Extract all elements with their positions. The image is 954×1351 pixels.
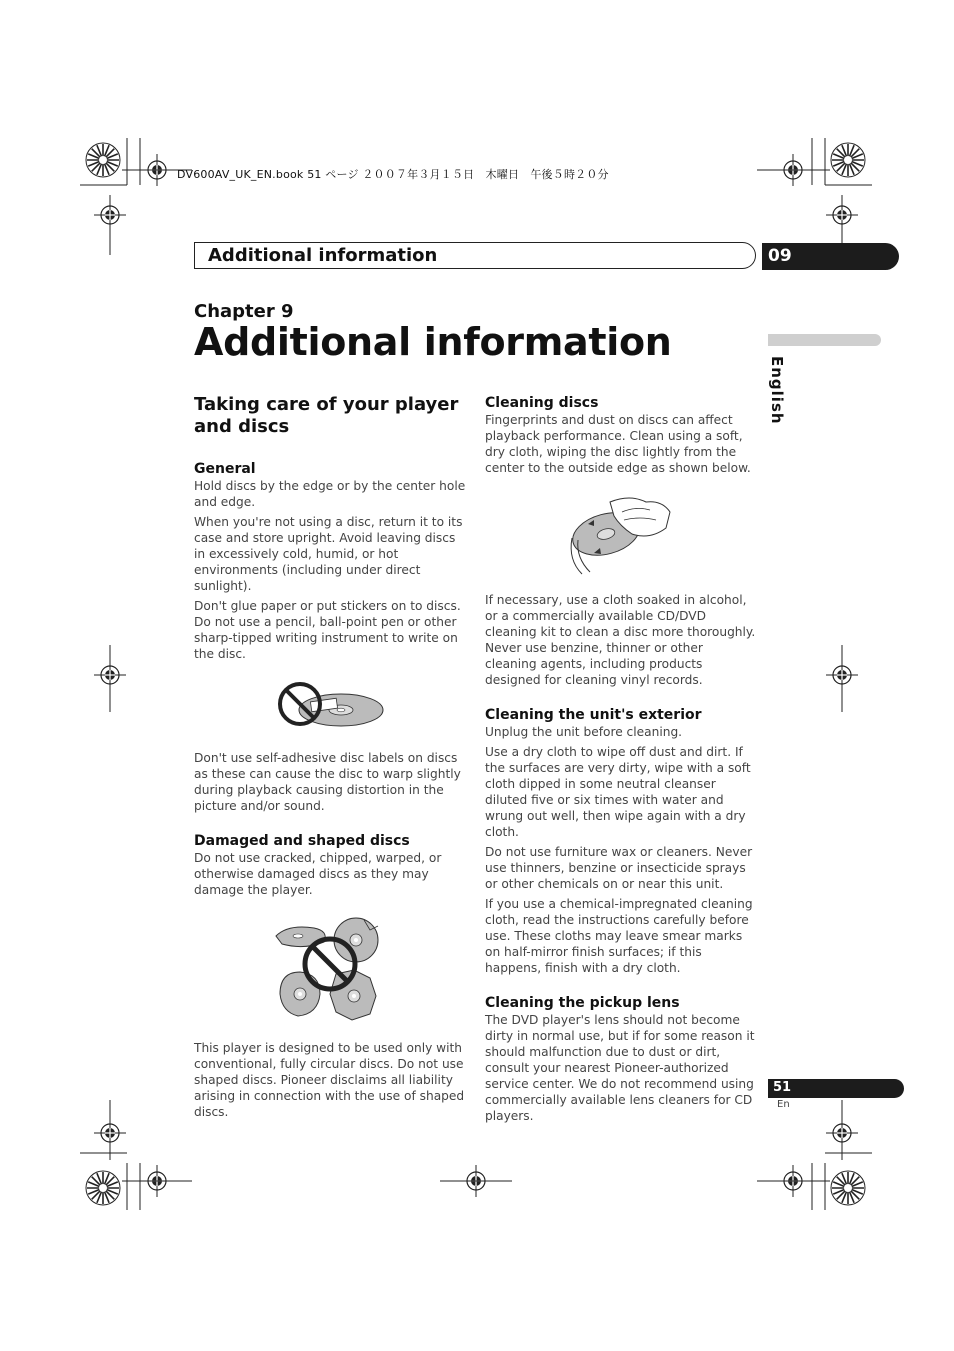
language-tab-bar [768,334,881,346]
general-paragraph: Don't glue paper or put stickers on to discs. Do not use a pencil, ball-point pen or other sharp-tipped writing instrument to write on the disc. [194,599,461,661]
page-language-code: En [777,1099,790,1110]
no-sticker-disc-illustration [275,676,385,738]
page-title: Additional information [194,320,672,364]
cleaning-kit-paragraph: If necessary, use a cloth soaked in alcohol, or a commercially available CD/DVD cleaning kit to clean a disc more thoroughly. Never use benzine, thinner or other cleaning agents, including products designed for cleaning vinyl records. [485,593,756,687]
cleaning-discs-paragraph: Fingerprints and dust on discs can affect playback performance. Clean using a soft, dry cloth, wiping the disc lightly from the center to the outside edge as shown below. [485,413,751,475]
cleaning-exterior-paragraph: Do not use furniture wax or cleaners. Never use thinners, benzine or insecticide sprays or other chemicals on or near this unit. [485,845,753,891]
language-tab-label: English [768,356,786,425]
section-title: Taking care of your player and discs [194,394,459,437]
chapter-number: 09 [768,246,792,266]
cleaning-lens-paragraph: The DVD player's lens should not become dirty in normal use, but if for some reason it should malfunction due to dust or dirt, consult your nearest Pioneer-authorized service center. We do not recommend using commercially available lens cleaners for CD players. [485,1013,755,1123]
chapter-header-title: Additional information [208,245,438,266]
damaged-discs-heading: Damaged and shaped discs [194,833,410,849]
disc-cleaning-illustration [566,492,676,578]
cleaning-exterior-paragraph: If you use a chemical-impregnated cleaning cloth, read the instructions carefully before use. These cloths may leave smear marks on half-mirror finish surfaces; if this happens, finish with a dry cloth. [485,897,753,975]
left-column [194,394,466,1124]
damaged-discs-illustration [274,916,386,1024]
cleaning-exterior-paragraph: Use a dry cloth to wipe off dust and dirt. If the surfaces are very dirty, wipe with a soft cloth dipped in some neutral cleanser diluted five or six times with water and wrung out well, then wipe again with a dry cloth. [485,745,751,839]
general-heading: General [194,461,256,477]
shaped-discs-paragraph: This player is designed to be used only with conventional, fully circular discs. Do not use shaped discs. Pioneer disclaims all liability arising in connection with the use of shaped discs. [194,1041,465,1119]
cleaning-exterior-paragraph: Unplug the unit before cleaning. [485,725,683,739]
cleaning-exterior-heading: Cleaning the unit's exterior [485,707,702,723]
general-paragraph: Hold discs by the edge or by the center hole and edge. [194,479,466,509]
damaged-discs-paragraph: Do not use cracked, chipped, warped, or otherwise damaged discs as they may damage the player. [194,851,442,897]
print-file-info: DV600AV_UK_EN.book 51 ページ ２００７年３月１５日 木曜日 午後５時２０分 [177,168,609,181]
page-number: 51 [773,1080,792,1095]
general-paragraph: When you're not using a disc, return it to its case and store upright. Avoid leaving discs in excessively cold, humid, or hot environments (including under direct sunlight). [194,515,463,593]
chapter-label: Chapter 9 [194,301,294,322]
cleaning-discs-heading: Cleaning discs [485,395,599,411]
sticker-warning-paragraph: Don't use self-adhesive disc labels on discs as these can cause the disc to warp slightly during playback causing distortion in the picture and/or sound. [194,751,461,813]
right-column [485,394,757,1128]
cleaning-lens-heading: Cleaning the pickup lens [485,995,680,1011]
